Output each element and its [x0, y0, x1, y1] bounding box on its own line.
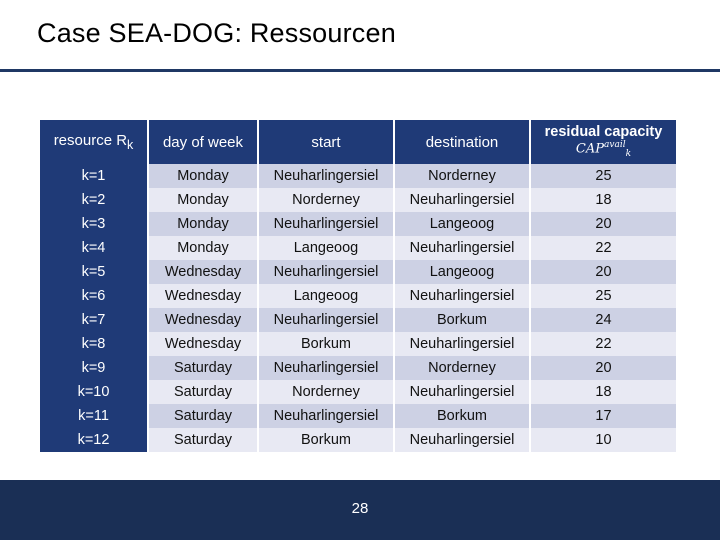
cell-capacity: 22 [530, 332, 676, 356]
cell-capacity: 20 [530, 356, 676, 380]
table-row [40, 356, 676, 380]
cell-day: Wednesday [148, 284, 258, 308]
slide-title: Case SEA-DOG: Ressourcen [37, 18, 396, 48]
cell-destination: Neuharlingersiel [394, 188, 530, 212]
table-row [40, 284, 676, 308]
cell-destination: Norderney [394, 356, 530, 380]
table-row [40, 164, 676, 188]
table-row [40, 308, 676, 332]
cell-resource: k=11 [40, 404, 148, 428]
cell-resource: k=3 [40, 212, 148, 236]
cell-resource: k=5 [40, 260, 148, 284]
cell-day: Wednesday [148, 308, 258, 332]
header-start: start [258, 120, 394, 164]
header-day: day of week [148, 120, 258, 164]
cell-capacity: 25 [530, 284, 676, 308]
cell-day: Saturday [148, 404, 258, 428]
capacity-symbol: CAP [575, 140, 605, 156]
cell-start: Neuharlingersiel [258, 356, 394, 380]
cell-resource: k=10 [40, 380, 148, 404]
cell-resource: k=2 [40, 188, 148, 212]
cell-start: Borkum [258, 332, 394, 356]
cell-start: Neuharlingersiel [258, 404, 394, 428]
cell-resource: k=9 [40, 356, 148, 380]
header-resource-label: resource R [53, 132, 128, 149]
cell-day: Saturday [148, 428, 258, 452]
cell-capacity: 22 [530, 236, 676, 260]
cell-day: Monday [148, 188, 258, 212]
table-row [40, 212, 676, 236]
cell-destination: Neuharlingersiel [394, 284, 530, 308]
cell-destination: Langeoog [394, 260, 530, 284]
capacity-superscript: avail [604, 139, 626, 150]
header-capacity [530, 120, 676, 164]
resource-table [40, 120, 676, 452]
cell-day: Saturday [148, 380, 258, 404]
cell-resource: k=6 [40, 284, 148, 308]
cell-resource: k=8 [40, 332, 148, 356]
cell-start: Neuharlingersiel [258, 260, 394, 284]
table-row [40, 428, 676, 452]
cell-destination: Neuharlingersiel [394, 332, 530, 356]
cell-day: Wednesday [148, 260, 258, 284]
cell-day: Saturday [148, 356, 258, 380]
cell-capacity: 10 [530, 428, 676, 452]
table-header-row [40, 120, 676, 164]
cell-destination: Borkum [394, 308, 530, 332]
header-capacity-label: residual capacity [544, 123, 663, 140]
cell-resource: k=1 [40, 164, 148, 188]
cell-start: Neuharlingersiel [258, 164, 394, 188]
page-number: 28 [351, 500, 369, 517]
cell-start: Neuharlingersiel [258, 308, 394, 332]
cell-resource: k=7 [40, 308, 148, 332]
cell-start: Neuharlingersiel [258, 212, 394, 236]
header-capacity-symbol [531, 141, 676, 160]
cell-day: Monday [148, 164, 258, 188]
table-row [40, 404, 676, 428]
cell-day: Monday [148, 236, 258, 260]
cell-destination: Neuharlingersiel [394, 380, 530, 404]
cell-start: Borkum [258, 428, 394, 452]
cell-destination: Neuharlingersiel [394, 428, 530, 452]
header-destination: destination [394, 120, 530, 164]
cell-capacity: 25 [530, 164, 676, 188]
cell-capacity: 17 [530, 404, 676, 428]
cell-start: Langeoog [258, 236, 394, 260]
table-row [40, 380, 676, 404]
cell-destination: Norderney [394, 164, 530, 188]
cell-resource: k=12 [40, 428, 148, 452]
cell-destination: Langeoog [394, 212, 530, 236]
header-resource [40, 120, 148, 164]
cell-capacity: 20 [530, 212, 676, 236]
table-row [40, 188, 676, 212]
header-resource-subscript: k [127, 138, 134, 152]
cell-destination: Neuharlingersiel [394, 236, 530, 260]
cell-resource: k=4 [40, 236, 148, 260]
cell-day: Wednesday [148, 332, 258, 356]
table-row [40, 236, 676, 260]
cell-day: Monday [148, 212, 258, 236]
cell-capacity: 18 [530, 188, 676, 212]
cell-capacity: 18 [530, 380, 676, 404]
cell-start: Norderney [258, 380, 394, 404]
capacity-subscript: k [625, 148, 632, 159]
cell-capacity: 20 [530, 260, 676, 284]
cell-capacity: 24 [530, 308, 676, 332]
table-row [40, 332, 676, 356]
table-row [40, 260, 676, 284]
cell-start: Norderney [258, 188, 394, 212]
cell-start: Langeoog [258, 284, 394, 308]
title-divider [0, 69, 720, 72]
cell-destination: Borkum [394, 404, 530, 428]
